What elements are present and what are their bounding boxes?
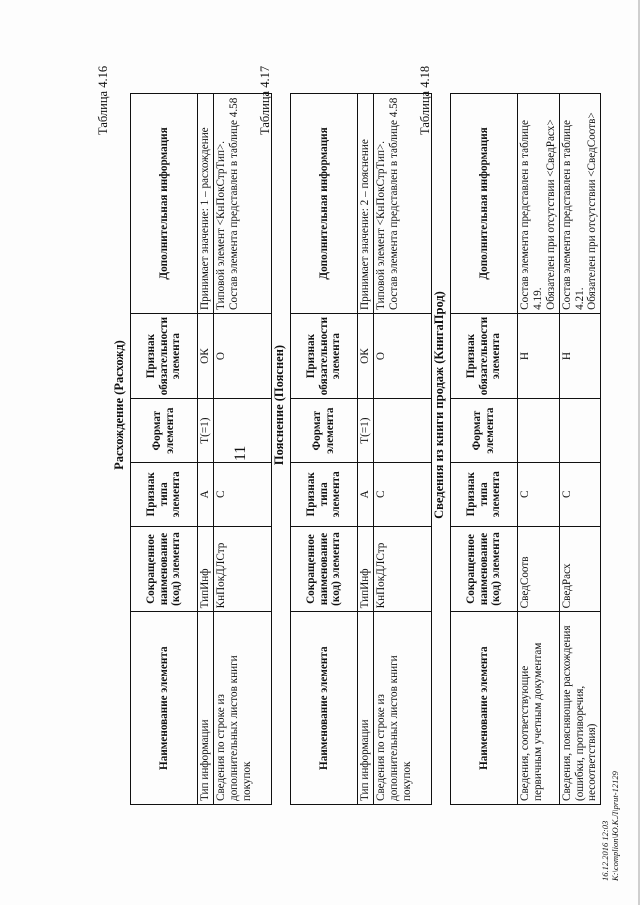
table-row [518, 94, 560, 805]
cell-format [559, 399, 601, 463]
col-header-format: Формат элемента [291, 399, 358, 463]
cell-info [518, 94, 560, 314]
table-header-row [451, 94, 518, 805]
info-line: Обязателен при отсутствии <СведРасх> [544, 119, 557, 310]
info-line: Типовой элемент <КнПокСтрТип>. [374, 140, 387, 310]
table-row [358, 94, 374, 805]
footer-date: 16.12.2016 12:03 [600, 820, 610, 881]
col-header-info: Дополнительная информация [131, 94, 198, 314]
col-header-code: Сокращенное наименование (код) элемента [131, 526, 198, 612]
col-header-code: Сокращенное наименование (код) элемента [451, 526, 518, 612]
cell-name: Тип информации [358, 612, 374, 805]
cell-type: С [559, 462, 601, 526]
col-header-required: Признак обязательности элемента [131, 313, 198, 398]
table-title-4-18: Сведения из книги продаж (КнигаПрод) [432, 291, 446, 519]
cell-info [559, 94, 601, 314]
info-line: Состав элемента представлен в таблице 4.19. [519, 119, 544, 310]
cell-required: О [213, 313, 271, 398]
cell-required: Н [559, 313, 601, 398]
cell-type: С [213, 462, 271, 526]
col-header-info: Дополнительная информация [451, 94, 518, 314]
cell-required: ОК [198, 313, 214, 398]
col-header-type: Признак типа элемента [131, 462, 198, 526]
table-header-row [131, 94, 198, 805]
cell-name: Тип информации [198, 612, 214, 805]
cell-code: ТипИнф [198, 526, 214, 612]
cell-required: ОК [358, 313, 374, 398]
cell-type: А [358, 462, 374, 526]
table-header-row [291, 94, 358, 805]
table-title-4-17: Пояснение (Пояснен) [272, 344, 286, 466]
col-header-name: Наименование элемента [291, 612, 358, 805]
cell-name: Сведения по строке из дополнительных листов книги покупок [373, 612, 431, 805]
col-header-format: Формат элемента [451, 399, 518, 463]
col-header-required: Признак обязательности элемента [291, 313, 358, 398]
table-title-4-16: Расхождение (Расхожд) [112, 340, 126, 470]
info-line: Обязателен при отсутствии <СведСоотв> [586, 112, 599, 310]
cell-type: С [373, 462, 431, 526]
cell-format [373, 399, 431, 463]
table-4-18 [450, 93, 601, 805]
cell-code: СведСоотв [518, 526, 560, 612]
col-header-info: Дополнительная информация [291, 94, 358, 314]
cell-code: КнПокДЛСтр [213, 526, 271, 612]
cell-info: Принимает значение: 1 – расхождение [198, 94, 214, 314]
table-label-4-18: Таблица 4.18 [418, 65, 432, 135]
cell-format [213, 399, 271, 463]
col-header-type: Признак типа элемента [451, 462, 518, 526]
cell-format: T(=1) [198, 399, 214, 463]
table-4-16 [130, 93, 272, 805]
cell-code: СведРасх [559, 526, 601, 612]
table-label-4-16: Таблица 4.16 [96, 65, 110, 135]
cell-required: О [373, 313, 431, 398]
info-line: Типовой элемент <КнПокСтрТип>. [214, 140, 227, 310]
table-row [198, 94, 214, 805]
cell-required: Н [518, 313, 560, 398]
col-header-required: Признак обязательности элемента [451, 313, 518, 398]
info-line: Состав элемента представлен в таблице 4.58 [387, 97, 400, 310]
cell-name: Сведения, поясняющие расхождения (ошибки, противоречия, несоответствия) [559, 612, 601, 805]
cell-format [518, 399, 560, 463]
cell-name: Сведения по строке из дополнительных листов книги покупок [213, 612, 271, 805]
col-header-format: Формат элемента [131, 399, 198, 463]
cell-name: Сведения, соответствующие первичным учетным документам [518, 612, 560, 805]
table-row [213, 94, 271, 805]
cell-code: ТипИнф [358, 526, 374, 612]
cell-format: T(=1) [358, 399, 374, 463]
col-header-name: Наименование элемента [451, 612, 518, 805]
info-line: Состав элемента представлен в таблице 4.21. [560, 119, 586, 310]
table-row [373, 94, 431, 805]
info-line: Состав элемента представлен в таблице 4.58 [227, 97, 240, 310]
footer-source: К:\complion\Ю.К.Л\prut-12129 [610, 771, 621, 881]
col-header-name: Наименование элемента [131, 612, 198, 805]
document-footer [600, 771, 620, 881]
table-4-17 [290, 93, 432, 805]
col-header-type: Признак типа элемента [291, 462, 358, 526]
page-number: 11 [232, 445, 249, 461]
cell-code: КнПокДЛСтр [373, 526, 431, 612]
table-label-4-17: Таблица 4.17 [258, 65, 272, 135]
col-header-code: Сокращенное наименование (код) элемента [291, 526, 358, 612]
cell-type: С [518, 462, 560, 526]
cell-type: А [198, 462, 214, 526]
table-row [559, 94, 601, 805]
cell-info: Принимает значение: 2 – пояснение [358, 94, 374, 314]
